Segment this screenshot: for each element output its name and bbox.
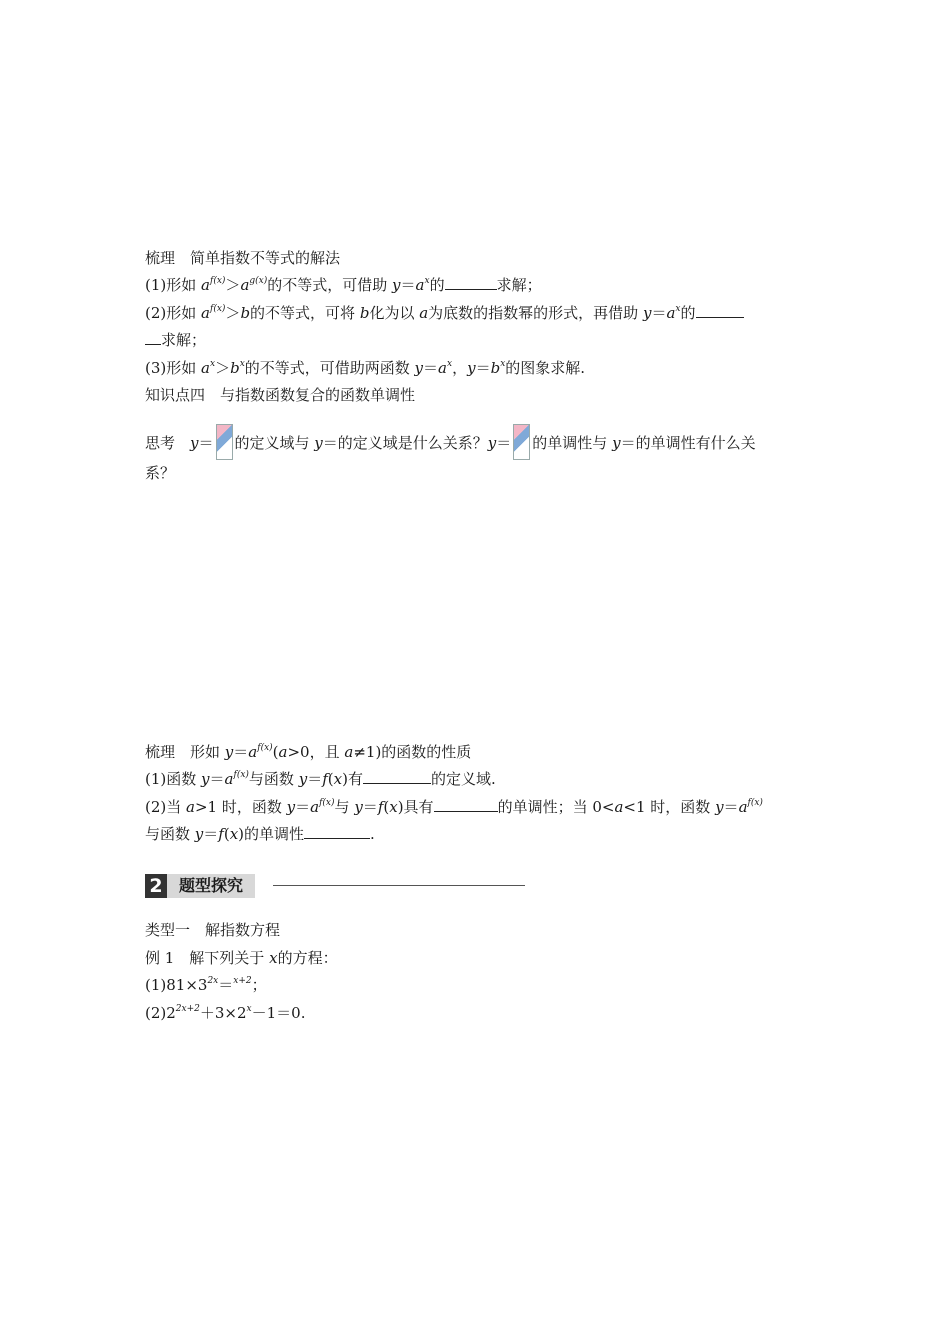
text: ＝的定义域是什么关系？ <box>322 434 488 452</box>
text: ( <box>272 743 279 761</box>
exponent: f(x) <box>257 743 273 753</box>
text: ( <box>327 770 334 788</box>
text: . <box>370 825 375 843</box>
exponent: f(x) <box>319 798 335 808</box>
text: 求解； <box>161 331 207 349</box>
text: ， <box>452 359 468 377</box>
section-title: 题型探究 <box>167 874 255 898</box>
formula-image-placeholder <box>216 424 233 460</box>
text: ＝ <box>218 976 234 994</box>
exponent: f(x) <box>209 304 226 314</box>
text: ＝ <box>475 359 491 377</box>
text: 的方程： <box>277 949 338 967</box>
math-var: a <box>310 798 320 816</box>
equation-2 <box>145 1002 815 1027</box>
text: ＝ <box>362 798 378 816</box>
math-var: a <box>248 743 258 761</box>
text: 的不等式，可将 <box>250 304 360 322</box>
math-var: y <box>642 304 652 322</box>
text: (1)函数 <box>145 770 202 788</box>
math-var: f <box>218 825 224 843</box>
math-var: b <box>359 304 370 322</box>
text: ＝ <box>651 304 667 322</box>
math-var: a <box>419 304 429 322</box>
text: ＝的单调性有什么关 <box>620 434 756 452</box>
composite-property-1 <box>145 768 815 793</box>
math-var: y <box>612 434 621 452</box>
text: 思考 <box>145 434 191 452</box>
text: 的定义域. <box>430 770 496 788</box>
type-one-heading <box>145 919 815 941</box>
example-1 <box>145 947 815 969</box>
exponent: x <box>239 359 245 369</box>
math-var: y <box>314 434 323 452</box>
summary-heading <box>145 247 815 269</box>
text: ＝ <box>307 770 323 788</box>
math-var: y <box>354 798 363 816</box>
exponent: x <box>246 1004 252 1014</box>
exponent: x <box>500 359 506 369</box>
exponent: x <box>675 304 681 314</box>
composite-property-2 <box>145 796 815 821</box>
text: (1)81×3 <box>145 976 208 994</box>
text: 化为以 <box>369 304 420 322</box>
formula-image-placeholder <box>513 424 530 460</box>
inequality-rule-1 <box>145 274 815 299</box>
inequality-rule-2 <box>145 302 815 327</box>
math-var: a <box>614 798 624 816</box>
text: ＞ <box>225 304 241 322</box>
text: 梳理 形如 <box>145 743 225 761</box>
text: 例 1 解下列关于 <box>145 949 270 967</box>
text: ＝ <box>295 798 311 816</box>
text: －1＝0. <box>251 1004 306 1022</box>
fill-in-blank <box>304 824 370 839</box>
text: <1 时，函数 <box>623 798 716 816</box>
inequality-rule-2-cont <box>145 329 815 351</box>
math-var: y <box>392 276 401 294</box>
math-var: y <box>190 434 199 452</box>
math-var: y <box>467 359 476 377</box>
exponent: x <box>209 359 216 369</box>
text: (3)形如 <box>145 359 202 377</box>
exponent: x+2 <box>233 976 252 986</box>
math-var: x <box>389 798 398 816</box>
text: 的 <box>429 276 445 294</box>
composite-property-2-cont <box>145 823 815 845</box>
math-var: y <box>194 825 204 843</box>
text: 与函数 <box>145 825 195 843</box>
text: 的图象求解. <box>505 359 586 377</box>
math-var: b <box>230 359 240 377</box>
text: ＝ <box>203 825 219 843</box>
text: (2)2 <box>145 1004 176 1022</box>
text: ＝ <box>198 434 214 452</box>
text: 的单调性与 <box>532 434 613 452</box>
section-divider <box>273 885 525 886</box>
text: 的不等式，可借助 <box>267 276 393 294</box>
math-var: a <box>201 276 210 294</box>
text: ≠1)的函数的性质 <box>353 743 472 761</box>
text: 与函数 <box>248 770 299 788</box>
text: (2)当 <box>145 798 187 816</box>
math-var: a <box>415 276 425 294</box>
math-var: y <box>298 770 308 788</box>
math-var: y <box>201 770 210 788</box>
equation-1 <box>145 974 815 999</box>
math-var: f <box>377 798 384 816</box>
math-var: y <box>286 798 296 816</box>
math-var: y <box>715 798 724 816</box>
exponent: 2x+2 <box>175 1004 200 1014</box>
text: ＝ <box>400 276 416 294</box>
text: >0，且 <box>287 743 345 761</box>
math-var: a <box>438 359 447 377</box>
knowledge-point-title: 知识点四 与指数函数复合的函数单调性 <box>145 386 416 404</box>
exponent: f(x) <box>747 798 763 808</box>
text: ( <box>383 798 390 816</box>
exponent: f(x) <box>233 770 249 780</box>
summary-title: 梳理 简单指数不等式的解法 <box>145 249 341 267</box>
math-var: a <box>186 798 195 816</box>
section-header <box>145 874 525 898</box>
text: 系？ <box>145 464 176 482</box>
exponent: g(x) <box>249 276 268 286</box>
exponent: x <box>424 276 430 286</box>
section-number: 2 <box>145 874 167 898</box>
math-var: y <box>414 359 424 377</box>
math-var: b <box>490 359 501 377</box>
math-var: a <box>344 743 354 761</box>
text: 的 <box>680 304 696 322</box>
math-var: a <box>278 743 288 761</box>
math-var: a <box>201 304 210 322</box>
text: 与 <box>334 798 355 816</box>
fill-in-blank <box>696 303 744 318</box>
text: 的定义域与 <box>234 434 315 452</box>
text: )的单调性 <box>238 825 305 843</box>
math-var: x <box>269 949 278 967</box>
text: )有 <box>342 770 363 788</box>
exponent: f(x) <box>209 276 226 286</box>
exponent: x <box>447 359 453 369</box>
text: >1 时，函数 <box>194 798 287 816</box>
text: ＝ <box>423 359 439 377</box>
text: ( <box>223 825 230 843</box>
exponent: 2x <box>207 976 219 986</box>
math-var: y <box>487 434 497 452</box>
fill-in-blank <box>434 797 498 812</box>
text: ； <box>251 976 267 994</box>
text: 的单调性；当 0< <box>497 798 615 816</box>
fill-in-blank <box>363 769 431 784</box>
text: 的不等式，可借助两函数 <box>244 359 415 377</box>
type-title: 类型一 解指数方程 <box>145 921 281 939</box>
summary-composite-heading <box>145 741 815 766</box>
knowledge-point-4-heading <box>145 384 815 406</box>
text: 为底数的指数幂的形式，再借助 <box>428 304 643 322</box>
text: ＝ <box>233 743 249 761</box>
math-var: a <box>738 798 748 816</box>
text: ＞ <box>215 359 231 377</box>
fill-in-blank <box>145 330 161 345</box>
math-var: a <box>201 359 210 377</box>
math-var: a <box>224 770 234 788</box>
text: ＝ <box>209 770 225 788</box>
think-question-cont <box>145 462 815 484</box>
inequality-rule-3 <box>145 357 815 382</box>
text: ＝ <box>496 434 512 452</box>
math-var: b <box>240 304 251 322</box>
text: ＋3×2 <box>199 1004 247 1022</box>
math-var: a <box>240 276 250 294</box>
math-var: x <box>333 770 343 788</box>
text: (2)形如 <box>145 304 202 322</box>
text: ＞ <box>225 276 241 294</box>
think-question <box>145 424 815 460</box>
fill-in-blank <box>445 275 497 290</box>
math-var: f <box>322 770 328 788</box>
math-var: y <box>224 743 234 761</box>
text: 求解； <box>496 276 542 294</box>
text: )具有 <box>397 798 434 816</box>
math-var: x <box>229 825 239 843</box>
math-var: a <box>666 304 676 322</box>
text: (1)形如 <box>145 276 202 294</box>
text: ＝ <box>723 798 739 816</box>
